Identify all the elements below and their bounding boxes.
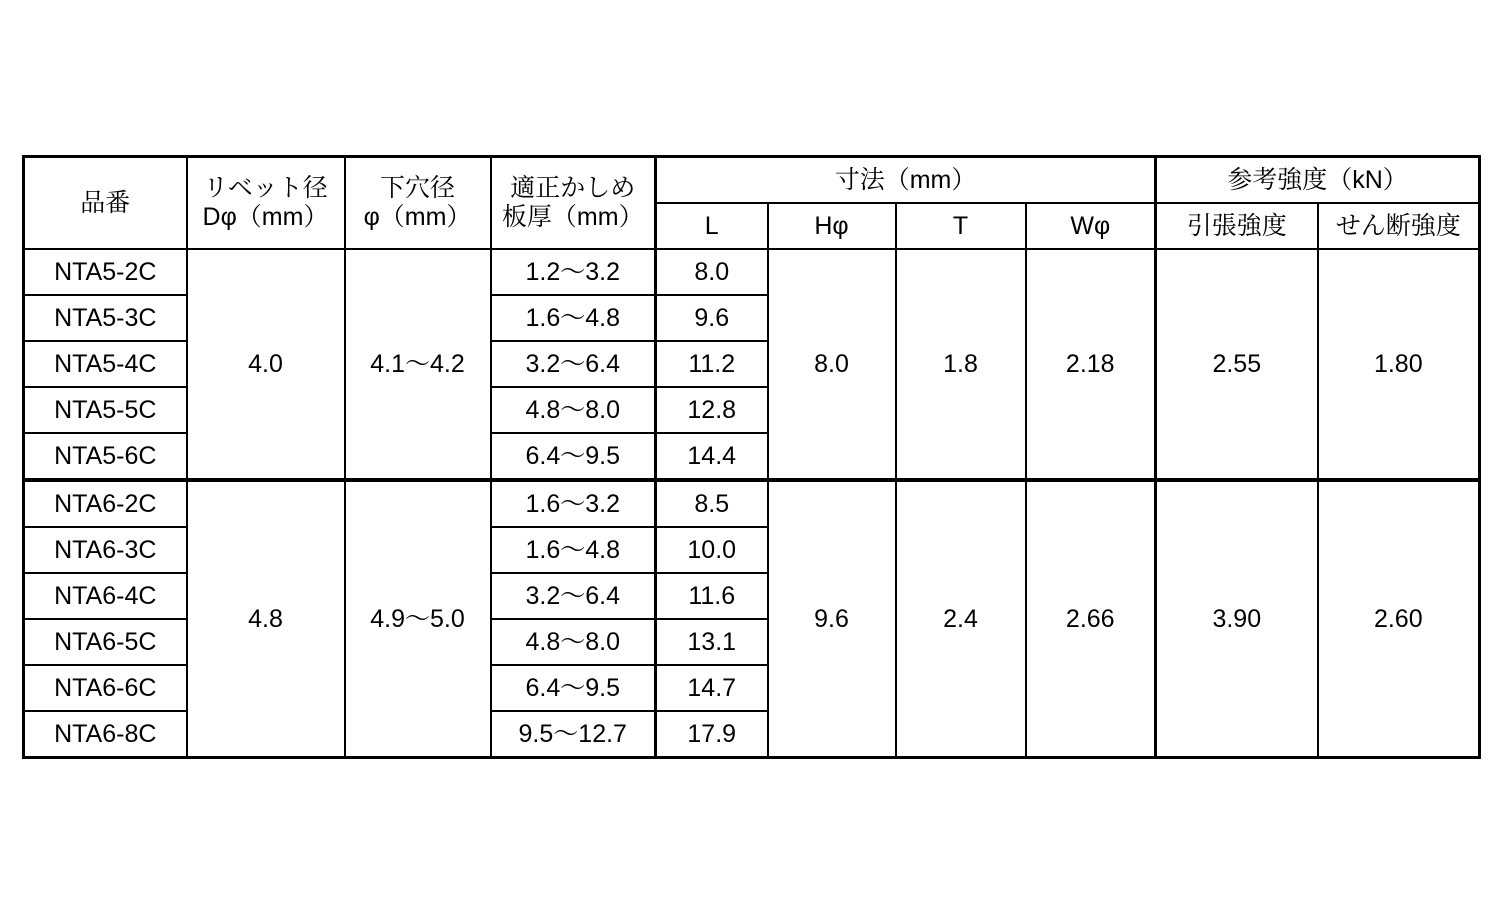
table-body: [24, 249, 1480, 758]
header-strength-group-label: 参考強度（kN）: [1227, 165, 1408, 194]
cell-part-number: NTA5-2C: [24, 249, 187, 295]
cell-l: 9.6: [656, 295, 768, 341]
cell-part-number: NTA6-3C: [24, 527, 187, 573]
cell-plate-thickness: 3.2〜6.4: [491, 341, 656, 387]
cell-w: 2.18: [1026, 249, 1156, 480]
cell-l: 11.2: [656, 341, 768, 387]
cell-plate-thickness: 4.8〜8.0: [491, 619, 656, 665]
cell-w: 2.66: [1026, 480, 1156, 758]
header-dimensions-group: [656, 157, 1156, 204]
cell-shear-strength: 1.80: [1318, 249, 1480, 480]
spec-table-container: [22, 155, 1478, 759]
cell-rivet-diameter: 4.0: [187, 249, 345, 480]
header-rivet-diameter-line2: Dφ（mm）: [202, 203, 329, 231]
header-hole-diameter: [345, 157, 491, 250]
header-dimensions-group-label: 寸法（mm）: [834, 165, 977, 194]
table-row: [24, 249, 1480, 295]
header-strength-group: [1156, 157, 1480, 204]
cell-hole-diameter: 4.1〜4.2: [345, 249, 491, 480]
header-hole-diameter-line2: φ（mm）: [363, 203, 472, 231]
cell-l: 10.0: [656, 527, 768, 573]
cell-l: 12.8: [656, 387, 768, 433]
cell-part-number: NTA6-4C: [24, 573, 187, 619]
cell-shear-strength: 2.60: [1318, 480, 1480, 758]
header-rivet-diameter: [187, 157, 345, 250]
cell-plate-thickness: 9.5〜12.7: [491, 711, 656, 758]
header-plate-thickness: [491, 157, 656, 250]
cell-t: 2.4: [896, 480, 1026, 758]
cell-l: 17.9: [656, 711, 768, 758]
cell-plate-thickness: 6.4〜9.5: [491, 433, 656, 480]
cell-l: 8.0: [656, 249, 768, 295]
cell-l: 11.6: [656, 573, 768, 619]
header-plate-thickness-line2: 板厚（mm）: [501, 203, 644, 231]
header-hole-diameter-line1: 下穴径: [379, 174, 455, 203]
header-part-number: [24, 157, 187, 250]
header-w: Wφ: [1026, 203, 1156, 249]
cell-part-number: NTA5-4C: [24, 341, 187, 387]
header-t: T: [896, 203, 1026, 249]
cell-tensile-strength: 2.55: [1156, 249, 1318, 480]
header-shear-strength: せん断強度: [1318, 203, 1480, 249]
cell-rivet-diameter: 4.8: [187, 480, 345, 758]
cell-l: 13.1: [656, 619, 768, 665]
header-h: Hφ: [768, 203, 896, 249]
cell-l: 8.5: [656, 480, 768, 527]
cell-part-number: NTA5-6C: [24, 433, 187, 480]
cell-t: 1.8: [896, 249, 1026, 480]
cell-l: 14.4: [656, 433, 768, 480]
cell-part-number: NTA6-6C: [24, 665, 187, 711]
rivet-spec-table: [22, 155, 1481, 759]
cell-part-number: NTA6-2C: [24, 480, 187, 527]
cell-part-number: NTA6-8C: [24, 711, 187, 758]
cell-plate-thickness: 3.2〜6.4: [491, 573, 656, 619]
cell-h: 9.6: [768, 480, 896, 758]
cell-plate-thickness: 1.6〜3.2: [491, 480, 656, 527]
cell-part-number: NTA5-3C: [24, 295, 187, 341]
cell-plate-thickness: 1.6〜4.8: [491, 527, 656, 573]
cell-tensile-strength: 3.90: [1156, 480, 1318, 758]
cell-hole-diameter: 4.9〜5.0: [345, 480, 491, 758]
header-plate-thickness-line1: 適正かしめ: [510, 174, 636, 203]
cell-part-number: NTA6-5C: [24, 619, 187, 665]
cell-plate-thickness: 6.4〜9.5: [491, 665, 656, 711]
cell-h: 8.0: [768, 249, 896, 480]
header-tensile-strength: 引張強度: [1156, 203, 1318, 249]
cell-plate-thickness: 1.6〜4.8: [491, 295, 656, 341]
header-rivet-diameter-line1: リベット径: [203, 174, 328, 203]
header-l: L: [656, 203, 768, 249]
cell-plate-thickness: 1.2〜3.2: [491, 249, 656, 295]
cell-l: 14.7: [656, 665, 768, 711]
table-row: [24, 480, 1480, 527]
cell-part-number: NTA5-5C: [24, 387, 187, 433]
header-part-number-label: 品番: [80, 188, 131, 217]
table-header-row-1: [24, 157, 1480, 204]
cell-plate-thickness: 4.8〜8.0: [491, 387, 656, 433]
